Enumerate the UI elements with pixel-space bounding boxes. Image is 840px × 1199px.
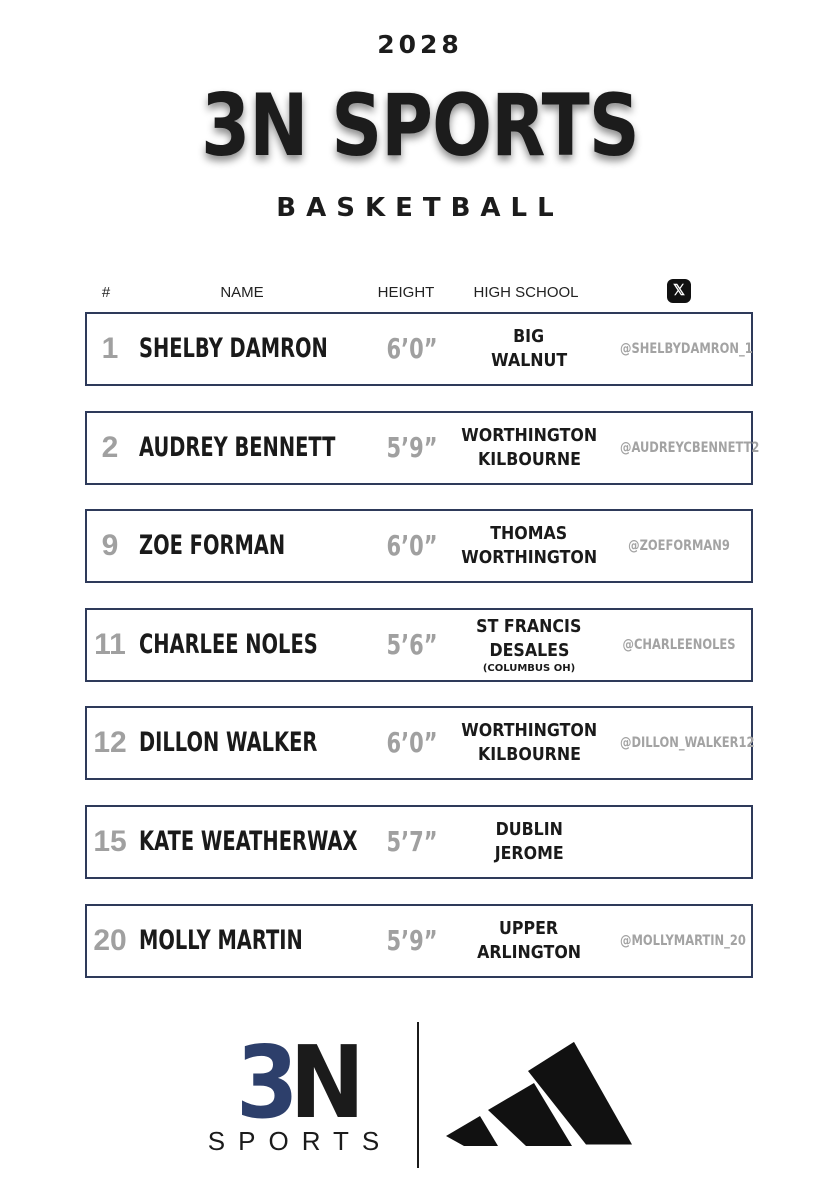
player-name: ZOE FORMAN <box>139 530 286 561</box>
player-school <box>447 413 611 483</box>
brand-title: 3N SPORTS <box>201 76 639 176</box>
player-school-line: JEROME <box>494 843 564 864</box>
player-name: SHELBY DAMRON <box>139 333 328 364</box>
sport-label: BASKETBALL <box>276 193 564 223</box>
player-x-handle[interactable] <box>620 807 738 877</box>
player-row <box>85 509 753 583</box>
player-school <box>447 511 611 581</box>
player-school-line: DUBLIN <box>495 819 563 840</box>
player-school-line: KILBOURNE <box>477 449 581 470</box>
player-school <box>447 807 611 877</box>
player-row <box>85 312 753 386</box>
player-height: 5’9” <box>386 431 438 464</box>
column-header-school: HIGH SCHOOL <box>473 284 579 301</box>
player-height: 5’7” <box>386 825 438 858</box>
player-school <box>447 708 611 778</box>
player-school-line: DESALES <box>489 640 569 661</box>
player-x-handle[interactable]: @AUDREYCBENNETT2 <box>619 440 760 456</box>
player-x-handle[interactable]: @MOLLYMARTIN_20 <box>619 933 746 949</box>
player-school-line: ST FRANCIS <box>476 616 582 637</box>
player-row <box>85 805 753 879</box>
player-height: 6’0” <box>386 529 438 562</box>
x-logo-icon: 𝕏 <box>667 279 691 303</box>
footer-divider <box>417 1022 419 1168</box>
player-number: 1 <box>101 332 119 365</box>
player-name: DILLON WALKER <box>139 727 318 758</box>
player-school-line: WORTHINGTON <box>461 720 597 741</box>
column-header-height: HEIGHT <box>377 284 435 301</box>
player-x-handle[interactable]: @ZOEFORMAN9 <box>628 538 730 554</box>
player-number: 12 <box>93 726 127 759</box>
player-name: CHARLEE NOLES <box>139 629 318 660</box>
player-name: KATE WEATHERWAX <box>139 826 358 857</box>
column-header-name: NAME <box>220 284 264 301</box>
player-school-line: UPPER <box>499 918 559 939</box>
player-row <box>85 608 753 682</box>
player-number: 9 <box>101 529 119 562</box>
player-number: 20 <box>93 924 127 957</box>
player-school-line: WORTHINGTON <box>461 547 597 568</box>
player-school-line: WORTHINGTON <box>461 425 597 446</box>
player-number: 2 <box>101 431 119 464</box>
3n-sports-logo-wordmark: SPORTS <box>207 1126 393 1156</box>
player-school-line: THOMAS <box>490 523 568 544</box>
player-x-handle[interactable]: @CHARLEENOLES <box>622 637 736 653</box>
player-x-handle[interactable]: @DILLON_WALKER12 <box>619 735 755 751</box>
player-height: 6’0” <box>386 332 438 365</box>
player-school <box>447 906 611 976</box>
player-height: 5’6” <box>386 628 438 661</box>
player-height: 6’0” <box>386 726 438 759</box>
player-row <box>85 411 760 485</box>
player-school-line: KILBOURNE <box>477 744 581 765</box>
player-number: 11 <box>94 628 126 661</box>
player-school-line: ARLINGTON <box>477 942 581 963</box>
column-header-number: # <box>101 284 111 301</box>
player-x-handle[interactable]: @SHELBYDAMRON_1 <box>619 341 753 357</box>
player-number: 15 <box>93 825 127 858</box>
player-row <box>85 706 753 780</box>
player-school-line: BIG <box>513 326 545 347</box>
player-school <box>447 314 611 384</box>
player-height: 5’9” <box>386 924 438 957</box>
player-school-line: WALNUT <box>490 350 568 371</box>
player-name: MOLLY MARTIN <box>139 925 303 956</box>
year-label: 2028 <box>377 30 463 59</box>
player-row <box>85 904 753 978</box>
adidas-logo-icon <box>442 1040 632 1150</box>
player-school-note: (COLUMBUS OH) <box>482 663 576 674</box>
player-name: AUDREY BENNETT <box>139 432 336 463</box>
player-school <box>447 610 611 680</box>
3n-sports-logo: 3N <box>236 1024 356 1141</box>
